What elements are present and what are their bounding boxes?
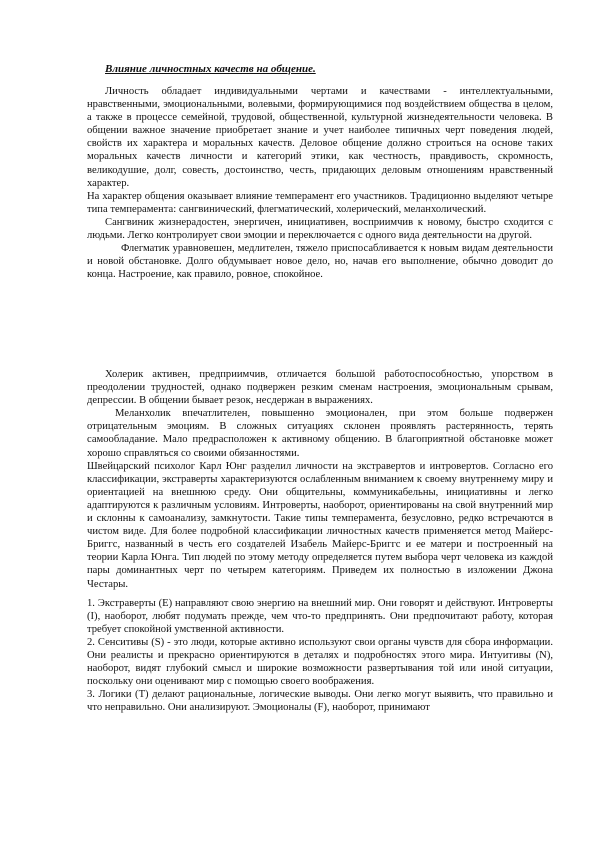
text-block-bottom (87, 368, 553, 714)
list-text: Экстраверты (Е) направляют свою энергию на внешний мир. Они говорят и действуют. Интроверты (I), наоборот, любят подумать прежде, чем что-то предпринять. Они предпочитают работу, которая требует спокойной умственной активности. (87, 597, 553, 635)
list-item (87, 688, 553, 714)
paragraph-melancholic: Меланхолик впечатлителен, повышенно эмоционален, при этом больше подвержен отрицательным эмоциям. В сложных ситуациях склонен проявлять растерянность, терять самообладание. Мало предрасположен к активному общению. В благоприятной обстановке может хорошо справляться со своими обязанностями. (87, 408, 553, 459)
list-item (87, 597, 553, 636)
paragraph-personality: Личность обладает индивидуальными чертами и качествами - интеллектуальными, нравственными, эмоциональными, волевыми, формирующимися под воздействием общества в целом, а также в процессе семейной, трудовой, общественной, культурной жизнедеятельности человека. В общении важное значение приобретает знание и учет наиболее типичных черт поведения людей, свойств их характера и моральных качеств. Деловое общение должно строиться на основе таких моральных качеств личности и категорий этики, как честность, правдивость, скромность, великодушие, долг, совесть, достоинство, честь, придающих деловым отношениям нравственный характер. (87, 86, 553, 189)
list-number: 3. (87, 689, 95, 701)
document-title: Влияние личностных качеств на общение. (105, 63, 316, 75)
paragraph-phlegmatic: Флегматик уравновешен, медлителен, тяжело приспосабливается к новым видам деятельности и новой обстановке. Долго обдумывает новое дело, но, начав его выполнение, обычно доводит до конца. Настроение, как правило, ровное, спокойное. (87, 243, 553, 281)
list-text: Логики (Т) делают рациональные, логические выводы. Они легко могут выявить, что правильно и что неправильно. Они анализируют. Эмоционалы (F), наоборот, принимают (87, 689, 553, 714)
list-number: 1. (87, 597, 95, 609)
list-text: Сенситивы (S) - это люди, которые активно используют свои органы чувств для сбора информации. Они реалисты и прекрасно ориентируются в деталях и подробностях этого мира. Интуитивы (N), наоборот, видят глубокий смысл и широкие возможности развертывания той или иной ситуации, поскольку они оценивают мир с помощью своего воображения. (87, 636, 553, 688)
text-block-top (87, 85, 553, 281)
paragraph-jung: Швейцарский психолог Карл Юнг разделил личности на экстравертов и интровертов. Согласно его классификации, экстраверты характеризуются ослабленным вниманием к своему внутреннему миру и ориентацией на внешнюю среду. Они общительны, коммуникабельны, инициативны и легко адаптируются к различным условиям. Интроверты, наоборот, ориентированы на свой внутренний мир и склонны к самоанализу, замкнутости. Такие типы темперамента, безусловно, редко встречаются в чистом виде. Для более подробной классификации личностных качеств применяется метод Майерс-Бриггс, названный в честь его создателей Изабель Майерс-Бриггс и ее матери и построенный на теории Карла Юнга. Тип людей по этому методу определяется путем выбора черт человека из каждой пары доминантных черт по четырем категориям. Приведем их полностью в изложении Джона Честары. (87, 460, 553, 590)
paragraph-choleric: Холерик активен, предприимчив, отличается большой работоспособностью, упорством в преодолении трудностей, однако подвержен резким сменам настроения, эмоциональным срывам, депрессии. В общении бывает резок, несдержан в выражениях. (87, 369, 553, 407)
paragraph-temperament: На характер общения оказывает влияние темперамент его участников. Традиционно выделяют четыре типа темперамента: сангвинический, флегматический, холерический, меланхолический. (87, 190, 553, 215)
list-item (87, 636, 553, 688)
list-number: 2. (87, 636, 95, 648)
paragraph-sanguine: Сангвиник жизнерадостен, энергичен, инициативен, восприимчив к новому, быстро сходится с людьми. Легко контролирует свои эмоции и переключается с одного вида деятельности на другой. (87, 216, 553, 242)
